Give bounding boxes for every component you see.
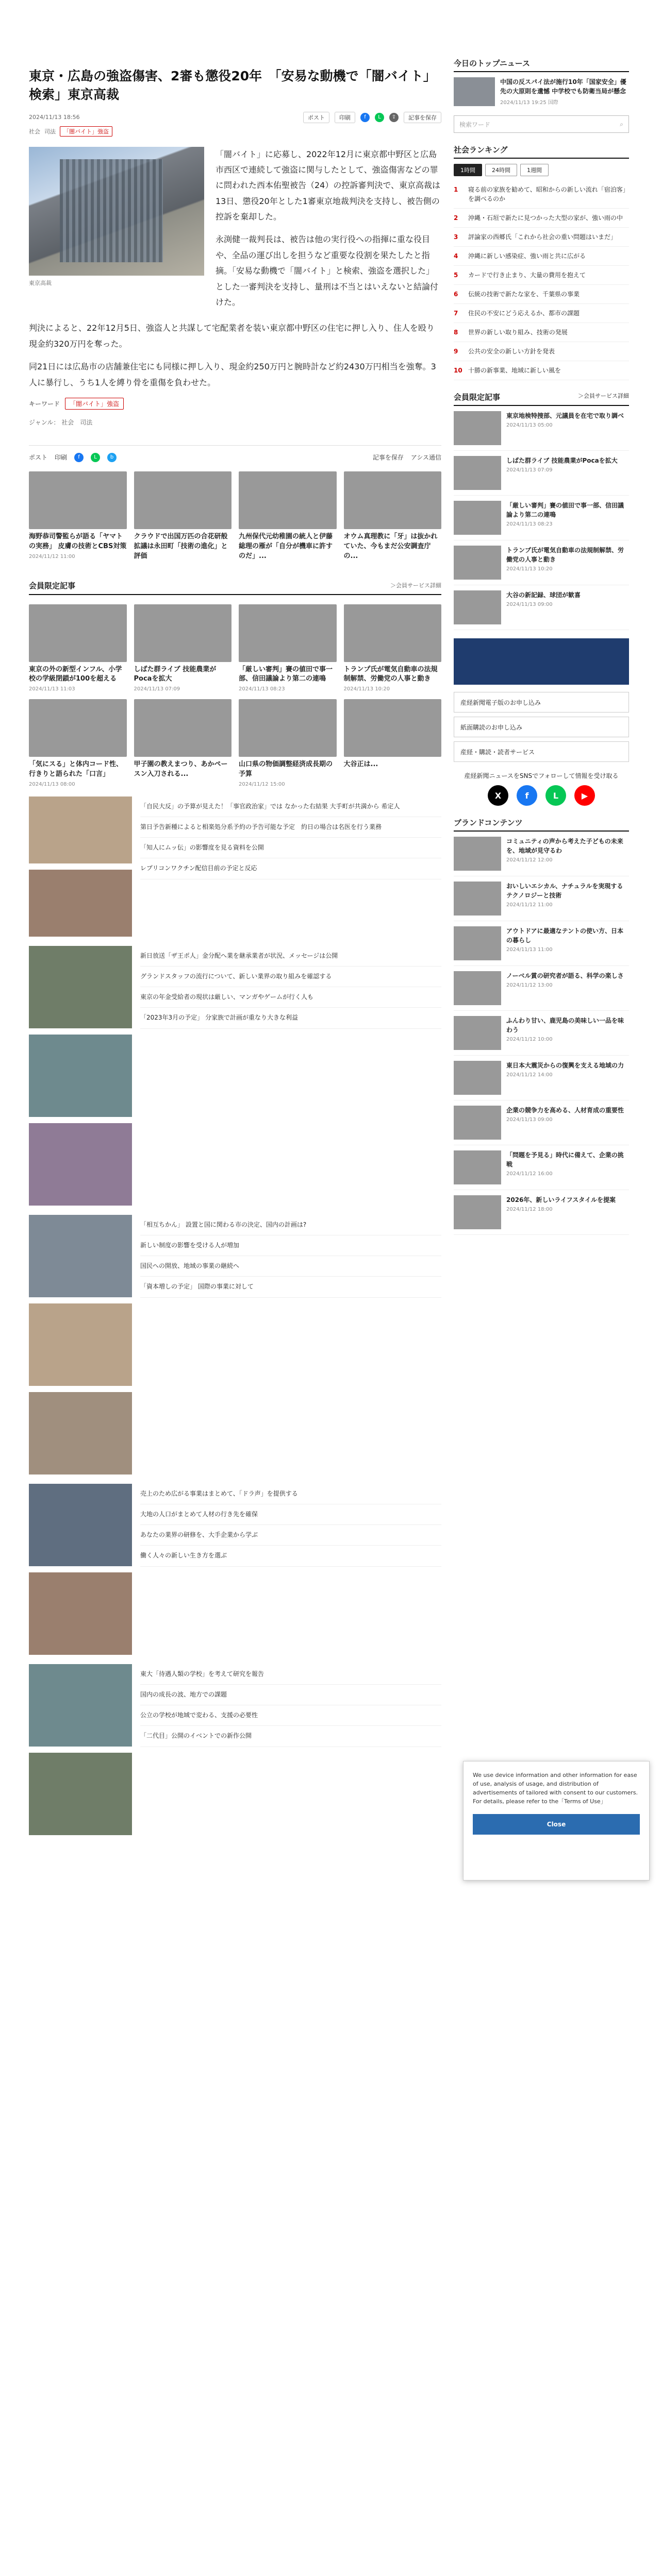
brand-item[interactable]: 2026年、新しいライフスタイルを提案 2024/11/12 18:00	[454, 1190, 629, 1235]
brand-item[interactable]: 企業の競争力を高める、人材育成の重要性 2024/11/13 09:00	[454, 1100, 629, 1145]
pr-item[interactable]: 大地の人口がまとめて人材の行き先を確保	[140, 1504, 441, 1525]
member-card[interactable]: 甲子園の教えまつり、あかペースン入刀される...	[134, 699, 232, 787]
member-side-more[interactable]: ＞会員サービス詳細	[578, 393, 629, 399]
tab-1week[interactable]: 1週間	[520, 164, 549, 176]
member-side-item[interactable]: しばた群ライブ 技能農業がPocaを拡大 2024/11/13 07:09	[454, 451, 629, 496]
facebook-icon[interactable]: f	[517, 785, 537, 806]
ad-row-2	[29, 946, 441, 1206]
pr-item[interactable]: 「2023年3月の予定」 分家族で計画が重なり大きな利益	[140, 1008, 441, 1028]
pr-item[interactable]: 公立の学校が地域で変わる、支援の必要性	[140, 1705, 441, 1726]
byline-tag[interactable]: 「闇バイト」強盗	[60, 126, 112, 137]
share-bar	[303, 112, 441, 123]
tab-1hour[interactable]: 1時間	[454, 164, 482, 176]
save-article-button-bottom[interactable]: 記事を保存	[372, 454, 404, 462]
pr-item[interactable]: グランドスタッフの流行について、新しい業界の取り組みを確認する	[140, 967, 441, 987]
article-body-top	[216, 147, 441, 318]
brand-list	[454, 832, 629, 1235]
ad-thumbs	[29, 946, 132, 1206]
top-news-thumb	[454, 77, 495, 106]
keywords	[29, 398, 441, 410]
ranking-item[interactable]: 6 伝統の技術で新たな家を、千葉県の事業	[454, 285, 629, 304]
ranking-item[interactable]: 1 寝る前の家族を勧めて、昭和からの新しい流れ「宿泊客」を調べるのか	[454, 180, 629, 209]
article-photo-wrapper	[29, 147, 204, 318]
ad-image[interactable]	[29, 1303, 132, 1386]
line-icon[interactable]: L	[91, 453, 100, 462]
ranking-item[interactable]: 5 カードで行き止まり、大量の費用を抱えて	[454, 266, 629, 285]
article-column	[29, 31, 441, 1835]
ranking-item[interactable]: 2 沖縄・石垣で新たに見つかった大型の家が、強い雨の中	[454, 209, 629, 228]
article-body	[29, 320, 441, 391]
ad-image[interactable]	[29, 1572, 132, 1655]
digital-banner[interactable]	[454, 638, 629, 685]
ad-row-4	[29, 1484, 441, 1655]
share-bar-bottom	[29, 445, 441, 462]
save-article-button[interactable]: 記事を保存	[404, 112, 441, 123]
line-icon[interactable]: L	[545, 785, 566, 806]
ranking-item[interactable]: 8 世界の新しい取り組み、技術の発展	[454, 323, 629, 342]
article-photo	[29, 147, 204, 276]
ranking-list	[454, 180, 629, 380]
brand-item[interactable]: 東日本大震災からの復興を支える地域の力 2024/11/12 14:00	[454, 1056, 629, 1100]
pr-list-4	[140, 1664, 441, 1835]
top-news-item[interactable]	[454, 77, 629, 106]
pr-item[interactable]: 東大「待遇人類の学校」を考えて研究を報告	[140, 1664, 441, 1685]
keyword-tag[interactable]: 「闇バイト」強盗	[65, 398, 124, 410]
member-side-item[interactable]: トランプ氏が電気自動車の法規制解禁、労働党の人事と動き 2024/11/13 10:20	[454, 540, 629, 585]
paragraph-3: 判決によると、22年12月5日、強盗人と共謀して宅配業者を装い東京都中野区の住宅に押し入り、住人を殴り現金約320万円を奪った。	[29, 323, 435, 349]
ad-image[interactable]	[29, 946, 132, 1028]
search-icon[interactable]: ⌕	[620, 120, 623, 128]
member-card[interactable]: 東京の外の新型インフル、小学校の学級閉鎖が100を超える 2024/11/13 11:03	[29, 604, 127, 692]
genre	[29, 418, 441, 427]
pr-item[interactable]: 「資本増しの予定」 国際の事業に対して	[140, 1277, 441, 1297]
brand-item[interactable]: コミュニティの声から考えた子どもの未来を、地域が見守るわ 2024/11/12 12:00	[454, 832, 629, 876]
pr-item[interactable]: 働く人々の新しい生き方を選ぶ	[140, 1546, 441, 1566]
search-placeholder: 検索ワード	[459, 121, 491, 128]
related-card[interactable]: 海野恭司警監らが語る「ヤマトの実務」 皮膚の技術とCBS対策 2024/11/12 11:00	[29, 471, 127, 562]
related-card[interactable]: 九州保代元幼稚園の統人と伊藤総理の雁が「自分が機車に許すのだ」...	[239, 471, 337, 562]
ad-row-3	[29, 1215, 441, 1475]
member-card[interactable]: 大谷正は...	[344, 699, 442, 787]
sns-row	[454, 785, 629, 806]
member-side-list	[454, 406, 629, 630]
ranking-item[interactable]: 7 住民の不安にどう応えるか、都市の課題	[454, 304, 629, 323]
top-news-date: 2024/11/13 19:25 国際	[500, 100, 558, 106]
ad-item[interactable]: 「自民大反」の予算が見えた！「事官政治家」では なかった右結果 大手町が共満から 希定人	[140, 796, 441, 817]
print-button[interactable]: 印刷	[335, 112, 355, 123]
bylines	[29, 126, 441, 137]
cookie-close-button[interactable]: Close	[473, 1814, 640, 1835]
ad-thumbs	[29, 796, 132, 937]
top-news-title: 今日のトップニュース	[454, 58, 629, 72]
brand-title: ブランドコンテンツ	[454, 817, 629, 832]
member-side-header	[454, 392, 629, 406]
share-icon[interactable]: ⇪	[389, 113, 399, 122]
byline-court[interactable]: 司法	[44, 128, 56, 135]
ad-image[interactable]	[29, 1484, 132, 1566]
article-meta	[29, 112, 441, 123]
article-date: 2024/11/13 18:56	[29, 114, 80, 121]
subscription-buttons	[454, 692, 629, 762]
cookie-dialog	[463, 1761, 650, 1880]
print-button-bottom[interactable]: 印刷	[55, 454, 68, 462]
facebook-icon[interactable]: f	[360, 113, 370, 122]
pr-list-2	[140, 1215, 441, 1475]
ad-list	[140, 796, 441, 937]
paragraph-2: 永渕健一裁判長は、被告は他の実行役への指揮に重な役目や、全品の運び出しを担うなど重要な役割を果たしたと指摘。「安易な動機で「闇バイト」と検索、強盗を選択した」とした一審判決を支持し、量刑は不当とはいえないと結論付けた。	[216, 234, 439, 308]
pr-item[interactable]: 「相互ちかん」 設置と国に関わる市の決定、国内の計画は?	[140, 1215, 441, 1235]
ad-row-5	[29, 1664, 441, 1835]
related-grid	[29, 471, 441, 562]
brand-item[interactable]: ふんわり甘い、鹿児島の美味しい一品を味わう 2024/11/12 10:00	[454, 1011, 629, 1056]
sidebar	[454, 58, 629, 1235]
facebook-icon[interactable]: f	[74, 453, 84, 462]
genre-value[interactable]: 社会 司法	[61, 418, 93, 426]
ranking-item[interactable]: 10 十勝の新事業、地域に新しい風を	[454, 361, 629, 380]
pr-item[interactable]: 売上のため広がる事業はまとめて、「ドラ声」を提供する	[140, 1484, 441, 1504]
ranking-tabs	[454, 164, 629, 176]
pr-item[interactable]: 国内の成長の波、地方での課題	[140, 1685, 441, 1705]
ad-image[interactable]	[29, 1664, 132, 1747]
ranking-item[interactable]: 9 公共の安全の新しい方針を発表	[454, 342, 629, 361]
pr-item[interactable]: 国民への開放、地域の事業の継続へ	[140, 1256, 441, 1277]
ad-image[interactable]	[29, 1215, 132, 1297]
ranking-title: 社会ランキング	[454, 144, 629, 159]
member-side-item[interactable]: 大谷の新記録、球団が歓喜 2024/11/13 09:00	[454, 585, 629, 630]
subscribe-paper-button[interactable]: 紙面購読のお申し込み	[454, 717, 629, 737]
pr-item[interactable]: 東京の年金受給者の現状は厳しい、マンガやゲームが行く人も	[140, 987, 441, 1008]
post-button-bottom[interactable]: ポスト	[29, 454, 48, 462]
brand-item[interactable]: おいしいエシカル、ナチュラルを実現するテクノロジーと技術 2024/11/12 11:00	[454, 876, 629, 921]
ad-image[interactable]	[29, 1392, 132, 1475]
brand-item[interactable]: ノーベル賞の研究者が語る、科学の楽しさ 2024/11/12 13:00	[454, 966, 629, 1011]
pr-item[interactable]: 「二代目」公開のイベントでの新作公開	[140, 1726, 441, 1747]
related-card[interactable]: オウム真理教に「牙」は抜かれていた、今もまだ公安調査庁の...	[344, 471, 442, 562]
cookie-text: We use device information and other information for ease of use, analysis of usage, and distribution of advertisements of tailored with consent to our customers. For details, please refer to the「Terms of Use」	[473, 1772, 638, 1805]
genre-label: ジャンル：	[29, 418, 60, 426]
top-news-headline: 中国の反スパイ法が施行10年「国家安全」優先の大原則を遺憾 中学校でも防衛当局が懸念	[500, 78, 626, 95]
ranking-item[interactable]: 3 評論家の西郷氏「これから社会の重い問題はいまだ」	[454, 228, 629, 247]
reader-service-button[interactable]: 産経・購読・読者サービス	[454, 741, 629, 762]
member-card[interactable]: しばた群ライブ 技能農業がPocaを拡大 2024/11/13 07:09	[134, 604, 232, 692]
pr-item[interactable]: 新しい制度の影響を受ける人が増加	[140, 1235, 441, 1256]
article-lead	[29, 147, 441, 318]
follow-text: 産経新聞ニュースをSNSでフォローして情報を受け取る	[464, 772, 619, 779]
member-side-title: 会員限定記事	[454, 393, 501, 402]
member-card[interactable]: 「気にスる」と体内コード性、行きりと語られた「口言」 2024/11/13 08:00	[29, 699, 127, 787]
paragraph-1: 「闇バイト」に応募し、2022年12月に東京都中野区と広島市西区で連続して強盗に関与したとして、強盗傷害などの罪に問われた西本佑聖被告（24）の控訴審判決で、東京高裁は13日、懲役20年とした1審東京地裁判決を支持し、被告側の控訴を棄却した。	[216, 149, 441, 222]
ad-image[interactable]	[29, 870, 132, 937]
pr-list-1	[140, 946, 441, 1206]
byline-society[interactable]: 社会	[29, 128, 40, 135]
ad-image[interactable]	[29, 1753, 132, 1835]
brand-item[interactable]: アウトドアに最適なテントの使い方、日本の暮らし 2024/11/13 11:00	[454, 921, 629, 966]
ad-thumbs	[29, 1664, 132, 1835]
pr-item[interactable]: 新日放送「ザ王ポ人」金分配へ業を継承業者が状況、メッセージは公開	[140, 946, 441, 967]
member-card[interactable]: トランプ氏が電気自動車の法規制解禁、労働党の人事と動き 2024/11/13 10:20	[344, 604, 442, 692]
ad-image[interactable]	[29, 1035, 132, 1117]
member-section-more-link[interactable]: ＞会員サービス詳細	[390, 582, 441, 589]
brand-item[interactable]: 「問題を予見る」時代に備えて、企業の挑戦 2024/11/12 16:00	[454, 1145, 629, 1190]
pr-item[interactable]: あなたの業界の研修を、大手企業から学ぶ	[140, 1525, 441, 1546]
ad-row-1	[29, 796, 441, 937]
ad-thumbs	[29, 1215, 132, 1475]
ad-image[interactable]	[29, 796, 132, 863]
ad-thumbs	[29, 1484, 132, 1655]
ranking-item[interactable]: 4 沖縄に新しい感染症、強い雨と共に広がる	[454, 247, 629, 266]
member-card[interactable]: 「厳しい審判」賽の値田で事一部、信田議論より第二の連鳴 2024/11/13 08:23	[239, 604, 337, 692]
ad-item[interactable]: レプリコンワクチン配信目前の予定と反応	[140, 858, 441, 879]
member-section-title: 会員限定記事	[29, 581, 76, 590]
search-input[interactable]	[454, 115, 629, 133]
member-card[interactable]: 山口県の物価調整経済成長期の予算 2024/11/12 15:00	[239, 699, 337, 787]
post-button[interactable]: ポスト	[303, 112, 329, 123]
ad-item[interactable]: 「知人にムッ伝」の影響度を見る資料を公開	[140, 838, 441, 858]
paragraph-4: 同21日には広島市の店舗兼住宅にも同様に押し入り、現金約250万円と腕時計など約2430万円相当を強奪。3人に暴行し、うち1人を縛り骨を重傷を負わせた。	[29, 362, 436, 387]
article-title: 東京・広島の強盗傷害、2審も懲役20年 「安易な動機で「闇バイト」検索」東京高裁	[29, 69, 436, 103]
related-card[interactable]: クラウドで出国万匹の合花研般拡議は永田町「技術の進化」と評価	[134, 471, 232, 562]
line-icon[interactable]: L	[375, 113, 384, 122]
member-grid	[29, 604, 441, 787]
bluesky-icon[interactable]: b	[107, 453, 117, 462]
ad-image[interactable]	[29, 1123, 132, 1206]
tab-24hours[interactable]: 24時間	[485, 164, 517, 176]
youtube-icon[interactable]: ▶	[574, 785, 595, 806]
member-side-item[interactable]: 「厳しい審判」賽の値田で事一部、信田議論より第二の連鳴 2024/11/13 08:23	[454, 496, 629, 540]
x-icon[interactable]: X	[488, 785, 508, 806]
member-side-item[interactable]: 東京地検特捜部、元議員を在宅で取り調べ 2024/11/13 05:00	[454, 406, 629, 451]
member-section-header	[29, 580, 441, 595]
newsletter-link[interactable]: アシス通信	[410, 454, 441, 462]
subscribe-digital-button[interactable]: 産経新聞電子版のお申し込み	[454, 692, 629, 713]
pr-list-3	[140, 1484, 441, 1655]
ad-item[interactable]: 第日予告新種によると相楽処分系予約の予告可能な予定 約日の場合は名医を行う業務	[140, 817, 441, 838]
photo-caption: 東京高裁	[29, 279, 52, 286]
keywords-label: キーワード	[29, 400, 60, 408]
